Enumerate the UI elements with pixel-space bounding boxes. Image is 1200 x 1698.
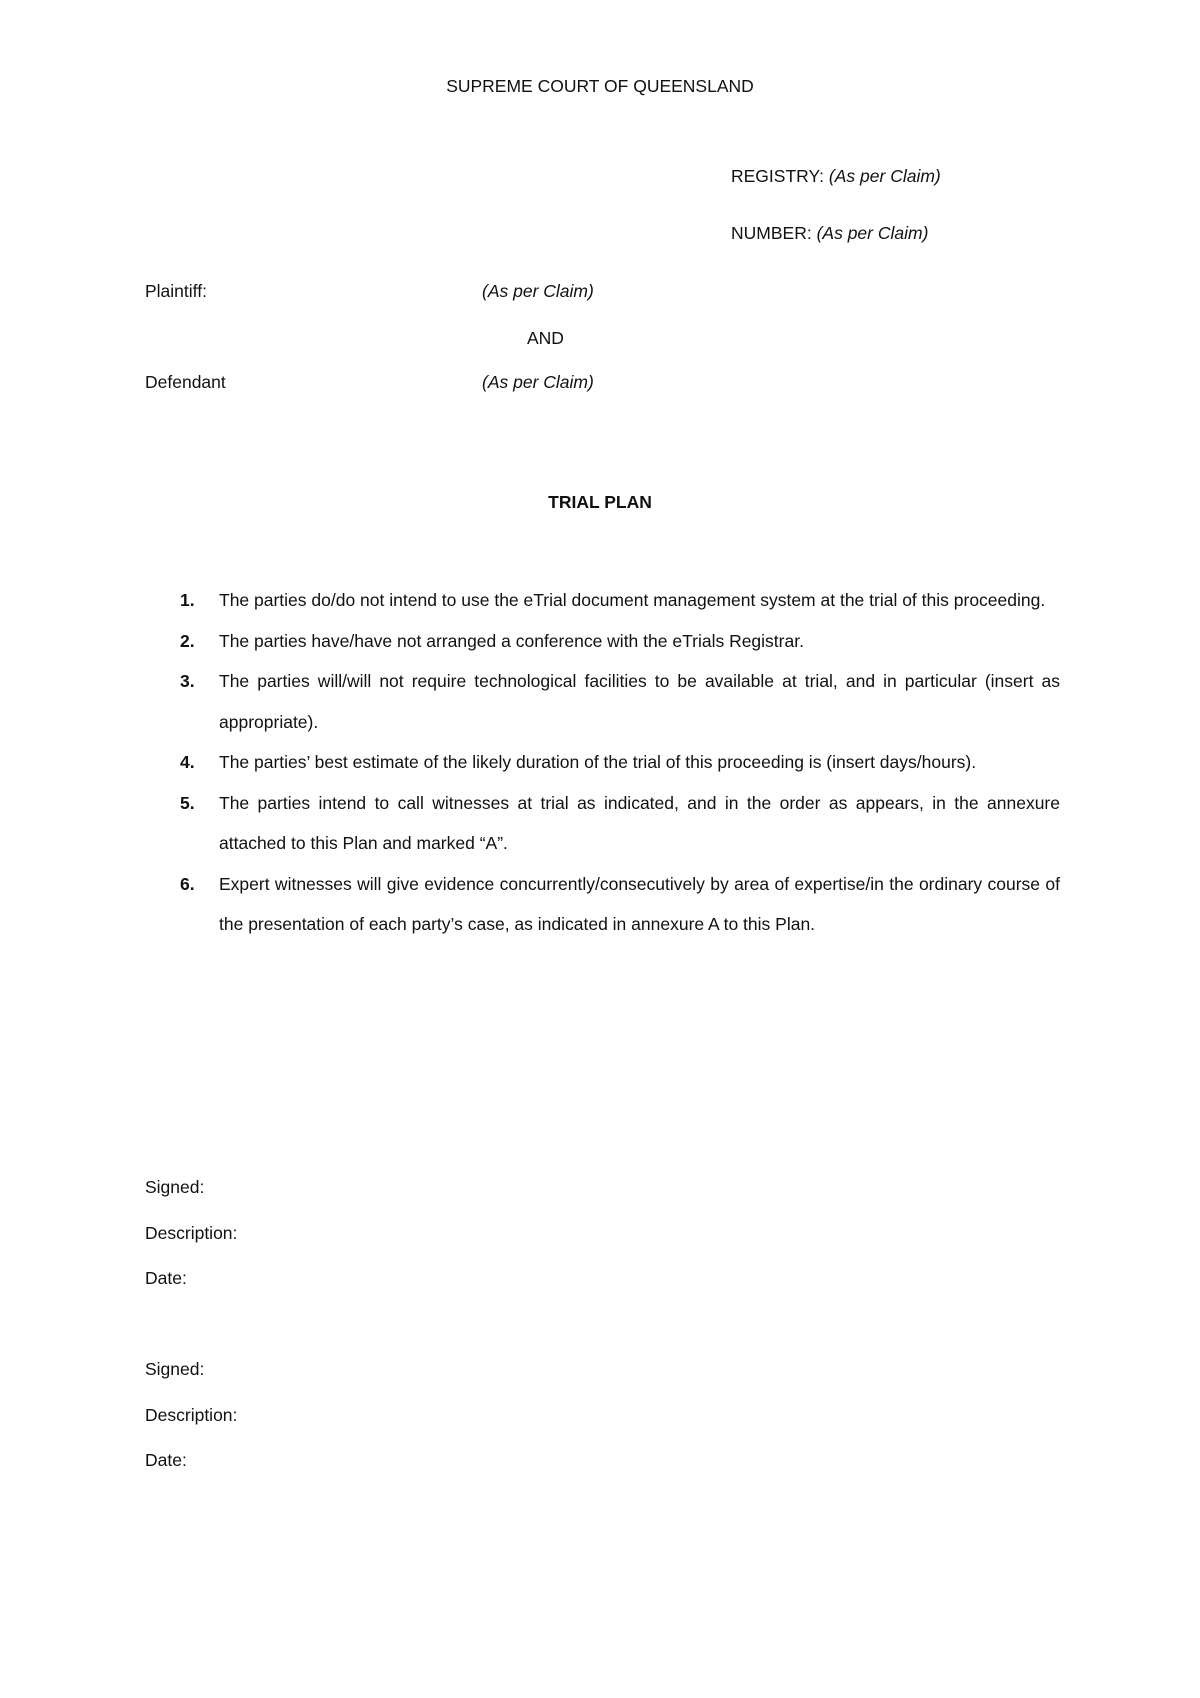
trial-plan-list xyxy=(145,580,1060,945)
number-line xyxy=(731,223,928,244)
list-item xyxy=(145,661,1060,742)
list-item-number: 4. xyxy=(180,752,195,772)
list-item-text: The parties do/do not intend to use the eTrial document management system at the trial of this proceeding. xyxy=(219,590,1046,610)
document-title: TRIAL PLAN xyxy=(548,492,652,512)
list-item-text: The parties’ best estimate of the likely duration of the trial of this proceeding is (insert days/hours). xyxy=(219,752,977,772)
list-item-number: 6. xyxy=(180,873,195,894)
list-item xyxy=(145,864,1060,945)
defendant-label: Defendant xyxy=(145,372,226,392)
plaintiff-value: (As per Claim) xyxy=(482,281,594,301)
signature-1-date: Date: xyxy=(145,1268,187,1288)
list-item-number: 1. xyxy=(180,590,195,610)
list-item-text: The parties intend to call witnesses at trial as indicated, and in the order as appears, in the annexure attached to this Plan and marked “A”. xyxy=(219,792,1060,853)
list-item xyxy=(145,742,1060,783)
and-separator: AND xyxy=(527,328,564,348)
list-item-text: Expert witnesses will give evidence concurrently/consecutively by area of expertise/in the ordinary course of the presentation of each party’s case, as indicated in annexure A to this Plan. xyxy=(219,873,1060,934)
list-item-number: 3. xyxy=(180,671,195,691)
registry-label: REGISTRY: xyxy=(731,166,825,186)
list-item-text: The parties will/will not require technological facilities to be available at trial, and in particular (insert as appropriate). xyxy=(219,671,1060,732)
list-item-number: 5. xyxy=(180,792,195,813)
list-item xyxy=(145,783,1060,864)
signature-2-description: Description: xyxy=(145,1405,238,1425)
list-item-text: The parties have/have not arranged a conference with the eTrials Registrar. xyxy=(219,630,804,651)
registry-value: (As per Claim) xyxy=(828,166,941,186)
signature-1-signed: Signed: xyxy=(145,1177,205,1197)
court-name: SUPREME COURT OF QUEENSLAND xyxy=(446,76,754,96)
signature-1-description: Description: xyxy=(145,1223,238,1243)
number-label: NUMBER: xyxy=(731,223,812,243)
plaintiff-label: Plaintiff: xyxy=(145,281,207,301)
number-value: (As per Claim) xyxy=(816,223,929,243)
list-item xyxy=(145,621,1060,662)
signature-2-signed: Signed: xyxy=(145,1359,205,1379)
list-item xyxy=(145,580,1060,621)
list-item-number: 2. xyxy=(180,630,195,651)
signature-2-date: Date: xyxy=(145,1450,187,1470)
registry-line xyxy=(731,166,941,187)
defendant-value: (As per Claim) xyxy=(482,372,594,392)
